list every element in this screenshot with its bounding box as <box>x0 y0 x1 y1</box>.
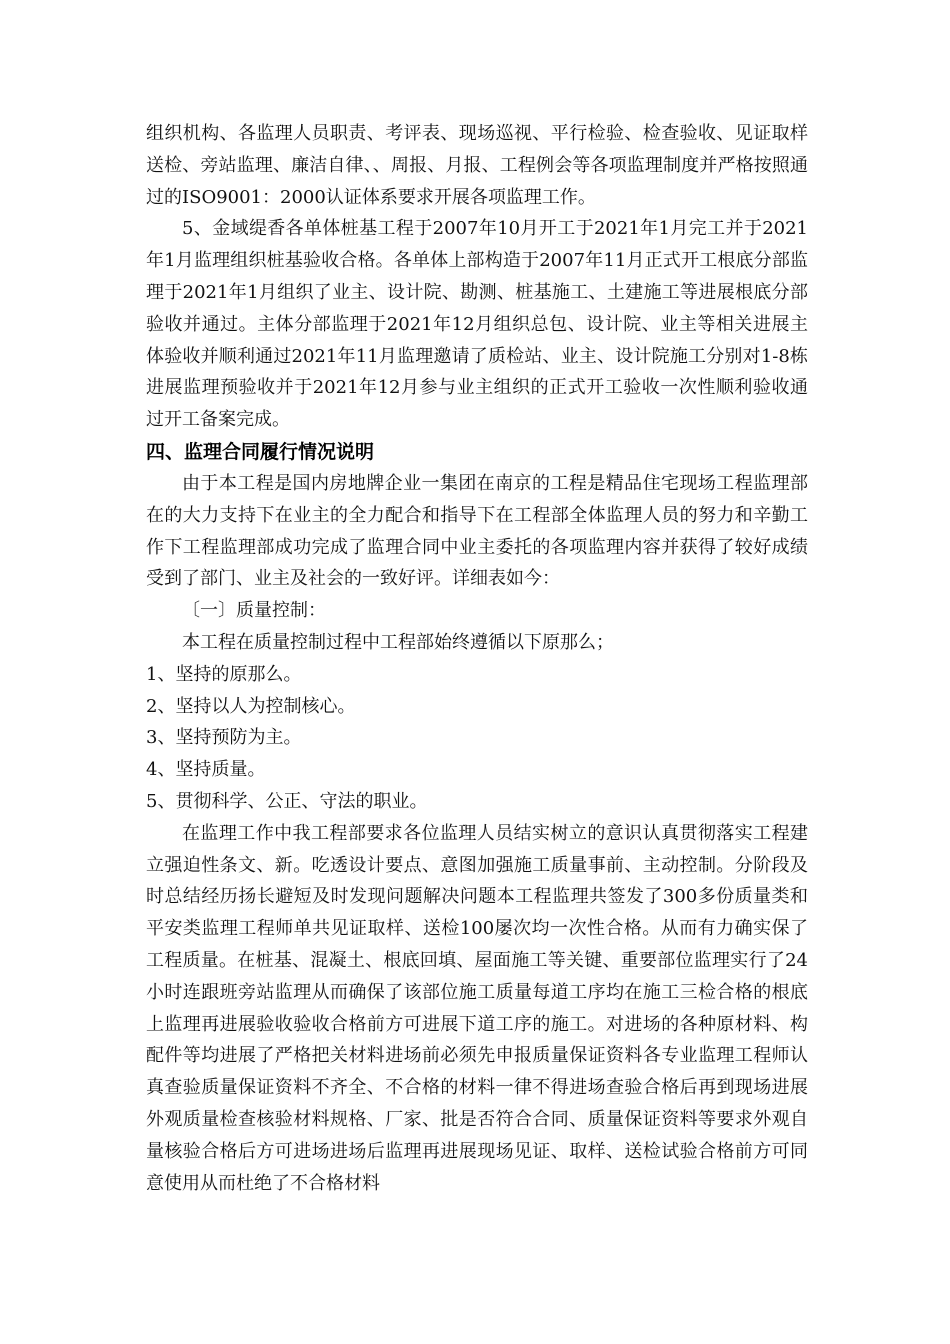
section-intro: 由于本工程是国内房地牌企业一集团在南京的工程是精品住宅现场工程监理部在的大力支持下在业主的全力配合和指导下在工程部全体监理人员的努力和辛勤工作下工程监理部成功完成了监理合同中业主委托的各项监理内容并获得了较好成绩受到了部门、业主及社会的一致好评。详细表如今： <box>146 472 808 590</box>
principle-item: 4、坚持质量。 <box>146 759 266 781</box>
section-heading: 四、监理合同履行情况说明 <box>146 440 375 463</box>
principle-item: 2、坚持以人为控制核心。 <box>146 695 356 717</box>
subheading-quality-control: 〔一〕质量控制： <box>182 600 326 622</box>
paragraph-continuation: 组织机构、各监理人员职责、考评表、现场巡视、平行检验、检查验收、见证取样送检、旁站监理、廉洁自律、、周报、月报、工程例会等各项监理制度并严格按照通过的ISO9001：2000认证体系要求开展各项监理工作。 <box>146 123 808 208</box>
principle-intro: 本工程在质量控制过程中工程部始终遵循以下原那么； <box>182 631 614 653</box>
principle-item: 1、坚持的原那么。 <box>146 663 302 685</box>
document-page <box>146 118 808 1199</box>
principle-item: 5、贯彻科学、公正、守法的职业。 <box>146 790 428 812</box>
closing-paragraph: 在监理工作中我工程部要求各位监理人员结实树立的意识认真贯彻落实工程建立强迫性条文、新。吃透设计要点、意图加强施工质量事前、主动控制。分阶段及时总结经历扬长避短及时发现问题解决问题本工程监理共签发了300多份质量类和平安类监理工程师单共见证取样、送检100屡次均一次性合格。从而有力确实保了工程质量。在桩基、混凝土、根底回填、屋面施工等关键、重要部位监理实行了24小时连跟班旁站监理从而确保了该部位施工质量每道工序均在施工三检合格的根底上监理再进展验收验收合格前方可进展下道工序的施工。对进场的各种原材料、构配件等均进展了严格把关材料进场前必须先申报质量保证资料各专业监理工程师认真查验质量保证资料不齐全、不合格的材料一律不得进场查验合格后再到现场进展外观质量检查核验材料规格、厂家、批是否符合合同、质量保证资料等要求外观自量核验合格后方可进场进场后监理再进展现场见证、取样、送检试验合格前方可同意使用从而杜绝了不合格材料 <box>146 822 808 1194</box>
paragraph-item-5: 5、金域缇香各单体桩基工程于2007年10月开工于2021年1月完工并于2021年1月监理组织桩基验收合格。各单体上部构造于2007年11月正式开工根底分部监理于2021年1月组织了业主、设计院、勘测、桩基施工、土建施工等进展根底分部验收并通过。主体分部监理于2021年12月组织总包、设计院、业主等相关进展主体验收并顺利通过2021年11月监理邀请了质检站、业主、设计院施工分别对1-8栋进展监理预验收并于2021年12月参与业主组织的正式开工验收一次性顺利验收通过开工备案完成。 <box>146 218 808 431</box>
principle-item: 3、坚持预防为主。 <box>146 727 302 749</box>
